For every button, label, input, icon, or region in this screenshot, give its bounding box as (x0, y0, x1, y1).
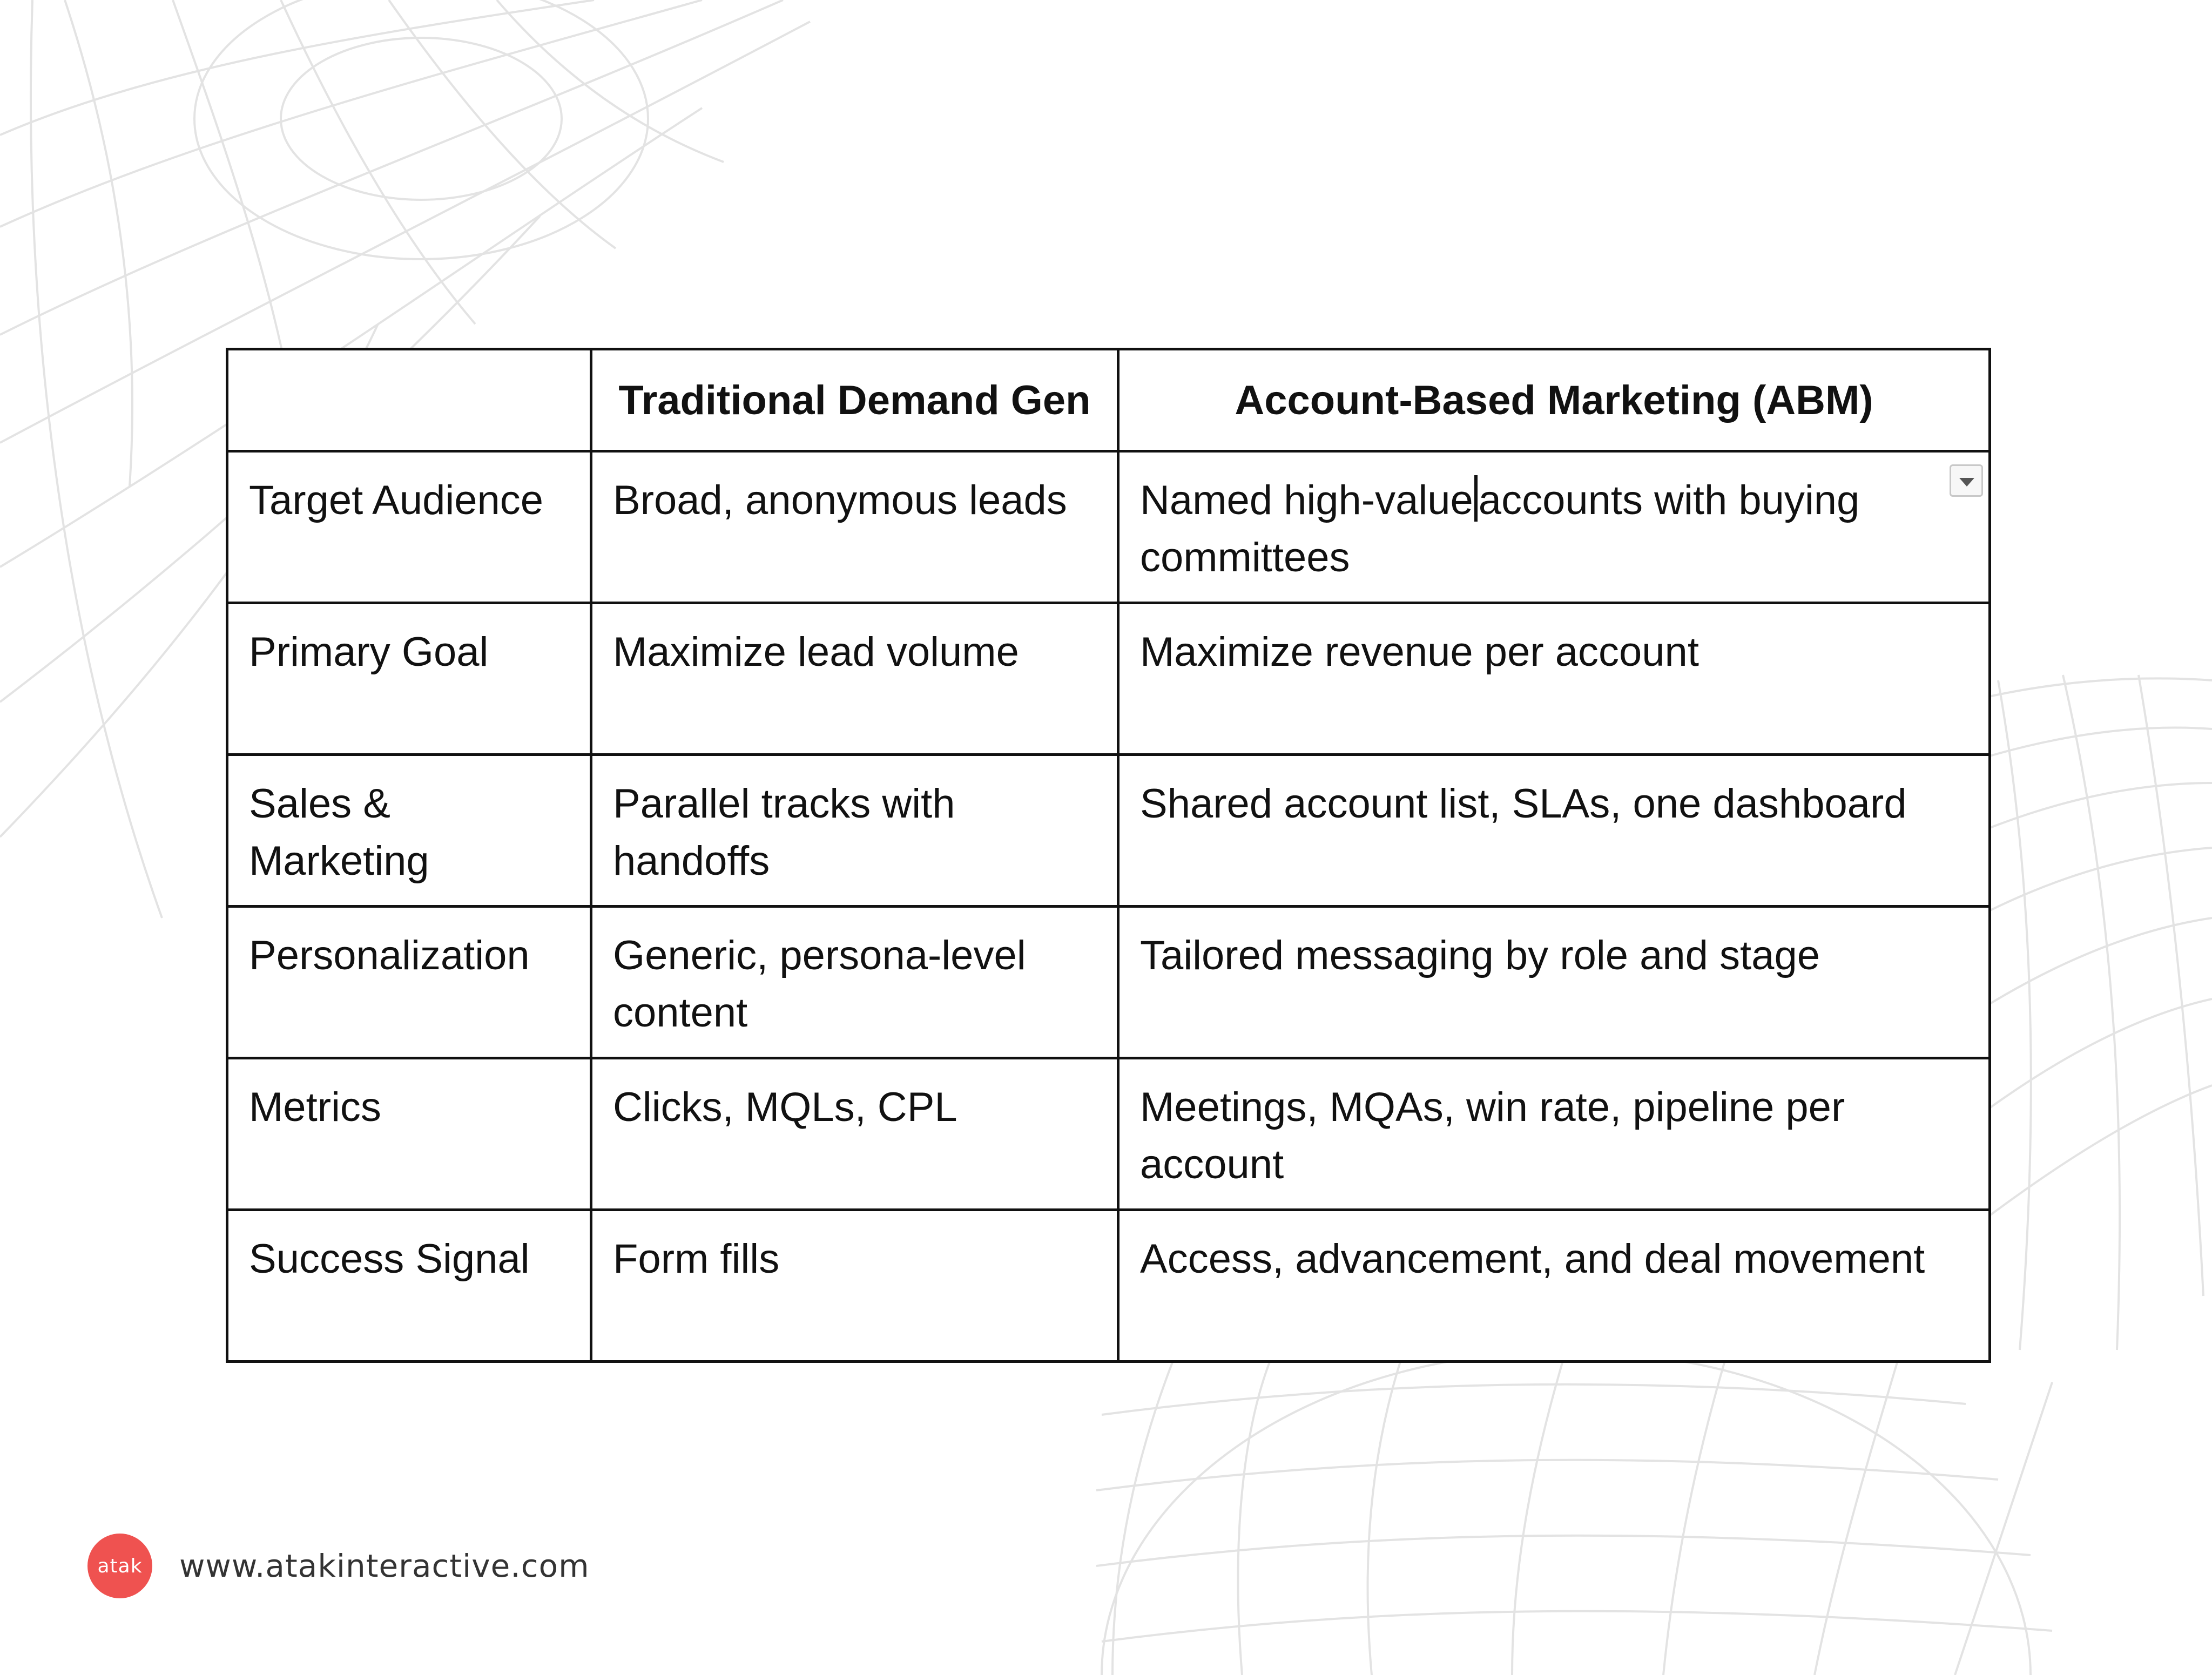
row-label-cell[interactable]: Sales & Marketing (227, 755, 591, 907)
table-row (227, 603, 1990, 755)
traditional-cell[interactable]: Broad, anonymous leads (591, 451, 1118, 603)
traditional-cell[interactable]: Form fills (591, 1210, 1118, 1362)
traditional-cell[interactable]: Maximize lead volume (591, 603, 1118, 755)
chevron-down-icon (1959, 478, 1974, 487)
text-cursor (1474, 475, 1478, 522)
row-label-cell[interactable]: Target Audience (227, 451, 591, 603)
abm-text-after-cursor: accounts with buying committees (1140, 477, 1860, 580)
row-label-cell[interactable]: Success Signal (227, 1210, 591, 1362)
table-row (227, 907, 1990, 1058)
abm-text-before-cursor: Named high-value (1140, 477, 1473, 523)
bottom-globe-lines (1096, 1350, 2052, 1675)
comparison-table (226, 348, 1991, 1363)
cell-dropdown-button[interactable] (1950, 464, 1983, 497)
abm-cell[interactable]: Maximize revenue per account (1118, 603, 1990, 755)
comparison-table-container (226, 348, 1988, 1363)
footer (87, 1534, 590, 1598)
header-cell-traditional[interactable]: Traditional Demand Gen (591, 349, 1118, 451)
atak-logo (87, 1534, 152, 1598)
row-label-cell[interactable]: Personalization (227, 907, 591, 1058)
table-row (227, 1210, 1990, 1362)
row-label-cell[interactable]: Metrics (227, 1058, 591, 1210)
website-url: www.atakinteractive.com (179, 1548, 590, 1584)
abm-cell[interactable]: Tailored messaging by role and stage (1118, 907, 1990, 1058)
table-row (227, 451, 1990, 603)
table-row (227, 1058, 1990, 1210)
abm-cell[interactable]: Meetings, MQAs, win rate, pipeline per account (1118, 1058, 1990, 1210)
abm-cell[interactable]: Access, advancement, and deal movement (1118, 1210, 1990, 1362)
traditional-cell[interactable]: Parallel tracks with handoffs (591, 755, 1118, 907)
header-cell-abm[interactable]: Account-Based Marketing (ABM) (1118, 349, 1990, 451)
abm-cell-text[interactable] (1140, 477, 1859, 580)
abm-cell[interactable]: Shared account list, SLAs, one dashboard (1118, 755, 1990, 907)
right-globe-lines (1955, 675, 2212, 1350)
logo-text: atak (97, 1555, 143, 1577)
abm-cell-active[interactable] (1118, 451, 1990, 603)
table-row (227, 755, 1990, 907)
traditional-cell[interactable]: Clicks, MQLs, CPL (591, 1058, 1118, 1210)
traditional-cell[interactable]: Generic, persona-level content (591, 907, 1118, 1058)
header-row (227, 349, 1990, 451)
row-label-cell[interactable]: Primary Goal (227, 603, 591, 755)
header-cell-empty[interactable] (227, 349, 591, 451)
